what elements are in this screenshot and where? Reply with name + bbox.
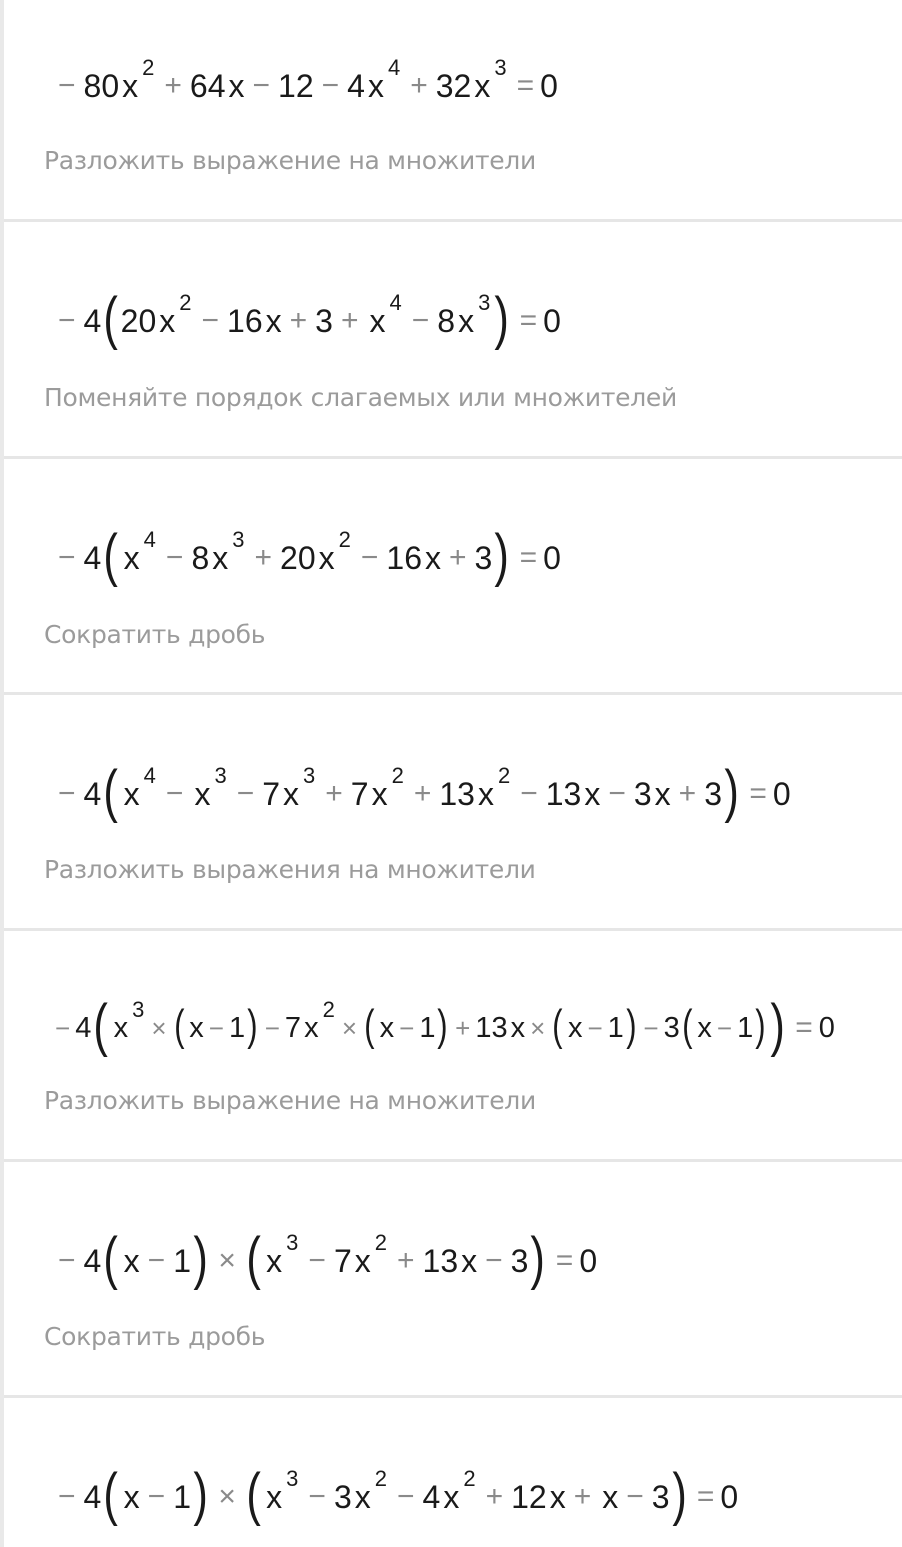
coef: 64	[189, 68, 226, 104]
step-2	[4, 222, 902, 459]
minus-sign: −	[58, 304, 76, 337]
exponent: 2	[338, 527, 351, 552]
right-paren: )	[193, 1462, 208, 1527]
variable: x	[458, 303, 475, 339]
equals-sign: =	[519, 541, 538, 574]
coef: 7	[350, 776, 369, 812]
coef: 7	[262, 776, 281, 812]
minus-sign: −	[252, 69, 271, 102]
constant: 12	[278, 68, 314, 104]
times-sign: ×	[530, 1013, 546, 1043]
variable: x	[123, 776, 140, 812]
variable: x	[567, 1011, 583, 1044]
coef: 16	[386, 540, 422, 576]
variable: x	[123, 540, 140, 576]
minus-sign: −	[360, 541, 379, 574]
times-sign: ×	[218, 1480, 236, 1513]
left-paren: (	[552, 1001, 563, 1050]
coef: 16	[227, 303, 263, 339]
left-paren: (	[364, 1001, 375, 1050]
constant: 1	[607, 1011, 624, 1044]
coef: 3	[633, 776, 652, 812]
variable: x	[123, 1479, 140, 1515]
coef: 13	[439, 776, 475, 812]
exponent: 2	[374, 1466, 387, 1491]
variable: x	[189, 1011, 204, 1044]
variable: x	[304, 1011, 319, 1044]
times-sign: ×	[341, 1013, 357, 1043]
times-sign: ×	[151, 1013, 167, 1043]
step-1-expression	[50, 55, 558, 104]
minus-sign: −	[58, 69, 76, 102]
plus-sign: +	[448, 541, 467, 574]
minus-sign: −	[165, 541, 184, 574]
variable: x	[265, 303, 282, 339]
left-paren: (	[103, 1462, 119, 1527]
step-4-hint[interactable]: Разложить выражения на множители	[44, 855, 536, 884]
exponent: 4	[143, 763, 156, 788]
minus-sign: −	[643, 1013, 659, 1043]
left-paren: (	[246, 1462, 261, 1527]
step-2-expression	[50, 286, 561, 351]
rhs: 0	[543, 303, 561, 339]
plus-sign: +	[678, 777, 697, 810]
constant: 1	[228, 1011, 246, 1044]
equals-sign: =	[795, 1011, 813, 1044]
plus-sign: +	[485, 1480, 504, 1513]
variable: x	[266, 1479, 283, 1515]
exponent: 2	[463, 1466, 476, 1491]
constant: 3	[315, 303, 333, 339]
minus-sign: −	[165, 777, 184, 810]
plus-sign: +	[164, 69, 182, 102]
plus-sign: +	[289, 304, 308, 337]
step-1	[4, 0, 902, 222]
coef: 4	[83, 1479, 102, 1515]
rhs: 0	[772, 776, 791, 812]
minus-sign: −	[308, 1480, 326, 1513]
exponent: 2	[391, 763, 404, 788]
variable: x	[443, 1479, 460, 1515]
variable: x	[369, 303, 386, 339]
minus-sign: −	[308, 1244, 326, 1277]
plus-sign: +	[254, 541, 273, 574]
exponent: 3	[232, 527, 245, 552]
coef: 3	[333, 1479, 352, 1515]
constant: 1	[737, 1011, 754, 1044]
minus-sign: −	[58, 777, 76, 810]
exponent: 4	[143, 527, 156, 552]
right-paren: )	[494, 286, 510, 351]
variable: x	[474, 68, 491, 104]
coef: 32	[435, 68, 472, 104]
coef: 4	[422, 1479, 441, 1515]
minus-sign: −	[147, 1480, 166, 1513]
minus-sign: −	[147, 1244, 166, 1277]
step-2-hint[interactable]: Поменяйте порядок слагаемых или множителей	[44, 383, 677, 412]
step-7	[4, 1398, 902, 1547]
plus-sign: +	[413, 777, 432, 810]
minus-sign: −	[397, 1480, 415, 1513]
right-paren: )	[437, 1001, 448, 1050]
coef: 12	[511, 1479, 547, 1515]
variable: x	[283, 776, 300, 812]
variable: x	[697, 1011, 712, 1044]
step-4-expression	[50, 759, 791, 824]
variable: x	[228, 68, 245, 104]
coef: 13	[545, 776, 582, 812]
left-paren: (	[681, 1001, 693, 1050]
step-6	[4, 1162, 902, 1398]
variable: x	[602, 1479, 619, 1515]
right-paren: )	[193, 1226, 208, 1291]
variable: x	[212, 540, 229, 576]
exponent: 3	[303, 763, 316, 788]
coef: 3	[663, 1011, 680, 1044]
variable: x	[477, 776, 494, 812]
plus-sign: +	[340, 304, 359, 337]
variable: x	[379, 1011, 395, 1044]
coef: 80	[83, 68, 120, 104]
coef: 4	[83, 540, 102, 576]
exponent: 3	[286, 1230, 299, 1255]
rhs: 0	[720, 1479, 739, 1515]
left-paren: (	[246, 1226, 261, 1291]
minus-sign: −	[608, 777, 626, 810]
variable: x	[354, 1243, 371, 1279]
step-5-hint[interactable]: Разложить выражение на множители	[44, 1086, 536, 1115]
variable: x	[159, 303, 176, 339]
exponent: 2	[179, 290, 192, 315]
step-3	[4, 459, 902, 695]
coef: 4	[83, 776, 102, 812]
exponent: 4	[387, 55, 401, 80]
minus-sign: −	[399, 1013, 415, 1043]
constant: 3	[704, 776, 722, 812]
exponent: 3	[132, 997, 145, 1022]
step-7-expression	[50, 1462, 739, 1527]
constant: 3	[474, 540, 493, 576]
minus-sign: −	[520, 777, 538, 810]
exponent: 3	[478, 290, 491, 315]
coef: 20	[120, 303, 157, 339]
plus-sign: +	[397, 1244, 415, 1277]
right-paren: )	[724, 759, 739, 824]
minus-sign: −	[58, 1244, 76, 1277]
minus-sign: −	[485, 1244, 503, 1277]
rhs: 0	[543, 540, 561, 576]
equals-sign: =	[519, 304, 538, 337]
times-sign: ×	[218, 1244, 236, 1277]
left-paren: (	[103, 523, 119, 588]
exponent: 2	[374, 1230, 387, 1255]
minus-sign: −	[55, 1013, 71, 1043]
exponent: 3	[494, 55, 507, 80]
plus-sign: +	[455, 1013, 471, 1043]
exponent: 2	[142, 55, 155, 80]
variable: x	[371, 776, 388, 812]
variable: x	[194, 776, 211, 812]
plus-sign: +	[410, 69, 428, 102]
step-5	[4, 931, 902, 1162]
left-paren: (	[103, 286, 119, 351]
equals-sign: =	[749, 777, 767, 810]
right-paren: )	[494, 523, 510, 588]
constant: 1	[173, 1479, 191, 1515]
minus-sign: −	[716, 1013, 733, 1043]
coef: 13	[422, 1243, 459, 1279]
step-6-expression	[50, 1226, 598, 1291]
equals-sign: =	[555, 1244, 574, 1277]
minus-sign: −	[264, 1013, 280, 1043]
variable: x	[584, 776, 601, 812]
equals-sign: =	[516, 69, 535, 102]
minus-sign: −	[411, 304, 430, 337]
step-5-expression	[50, 993, 835, 1058]
minus-sign: −	[58, 1480, 76, 1513]
left-paren: (	[103, 1226, 119, 1291]
exponent: 3	[286, 1466, 299, 1491]
equals-sign: =	[696, 1480, 715, 1513]
coef: 8	[437, 303, 456, 339]
variable: x	[113, 1011, 129, 1044]
constant: 3	[651, 1479, 670, 1515]
rhs: 0	[540, 68, 558, 104]
variable: x	[424, 540, 441, 576]
minus-sign: −	[321, 69, 340, 102]
step-6-hint[interactable]: Сократить дробь	[44, 1322, 266, 1351]
coef: 7	[284, 1011, 302, 1044]
step-4	[4, 695, 902, 931]
variable: x	[318, 540, 335, 576]
right-paren: )	[530, 1226, 546, 1291]
constant: 1	[173, 1243, 191, 1279]
left-paren: (	[173, 1001, 185, 1050]
right-paren: )	[671, 1462, 687, 1527]
variable: x	[461, 1243, 478, 1279]
exponent: 2	[497, 763, 511, 788]
right-paren: )	[770, 993, 785, 1058]
minus-sign: −	[208, 1013, 224, 1043]
coef: 20	[280, 540, 316, 576]
variable: x	[510, 1011, 526, 1044]
right-paren: )	[625, 1001, 637, 1050]
variable: x	[367, 68, 384, 104]
minus-sign: −	[58, 541, 76, 574]
exponent: 2	[322, 997, 335, 1022]
exponent: 4	[389, 290, 402, 315]
variable: x	[123, 1243, 140, 1279]
coef: 4	[347, 68, 365, 104]
step-3-expression	[50, 523, 561, 588]
constant: 3	[510, 1243, 529, 1279]
variable: x	[654, 776, 671, 812]
coef: 7	[333, 1243, 352, 1279]
left-paren: (	[103, 759, 119, 824]
minus-sign: −	[626, 1480, 644, 1513]
step-1-hint[interactable]: Разложить выражение на множители	[44, 146, 536, 175]
constant: 1	[419, 1011, 436, 1044]
variable: x	[122, 68, 139, 104]
step-3-hint[interactable]: Сократить дробь	[44, 620, 266, 649]
right-paren: )	[247, 1001, 258, 1050]
left-paren: (	[93, 993, 109, 1058]
coef: 4	[75, 1011, 92, 1044]
right-paren: )	[755, 1001, 766, 1050]
variable: x	[266, 1243, 283, 1279]
coef: 4	[83, 303, 102, 339]
coef: 8	[191, 540, 210, 576]
minus-sign: −	[201, 304, 220, 337]
minus-sign: −	[587, 1013, 603, 1043]
plus-sign: +	[325, 777, 343, 810]
plus-sign: +	[573, 1480, 592, 1513]
exponent: 3	[214, 763, 227, 788]
minus-sign: −	[236, 777, 255, 810]
rhs: 0	[818, 1011, 835, 1044]
variable: x	[549, 1479, 566, 1515]
coef: 13	[475, 1011, 508, 1044]
variable: x	[354, 1479, 371, 1515]
rhs: 0	[579, 1243, 598, 1279]
coef: 4	[83, 1243, 102, 1279]
